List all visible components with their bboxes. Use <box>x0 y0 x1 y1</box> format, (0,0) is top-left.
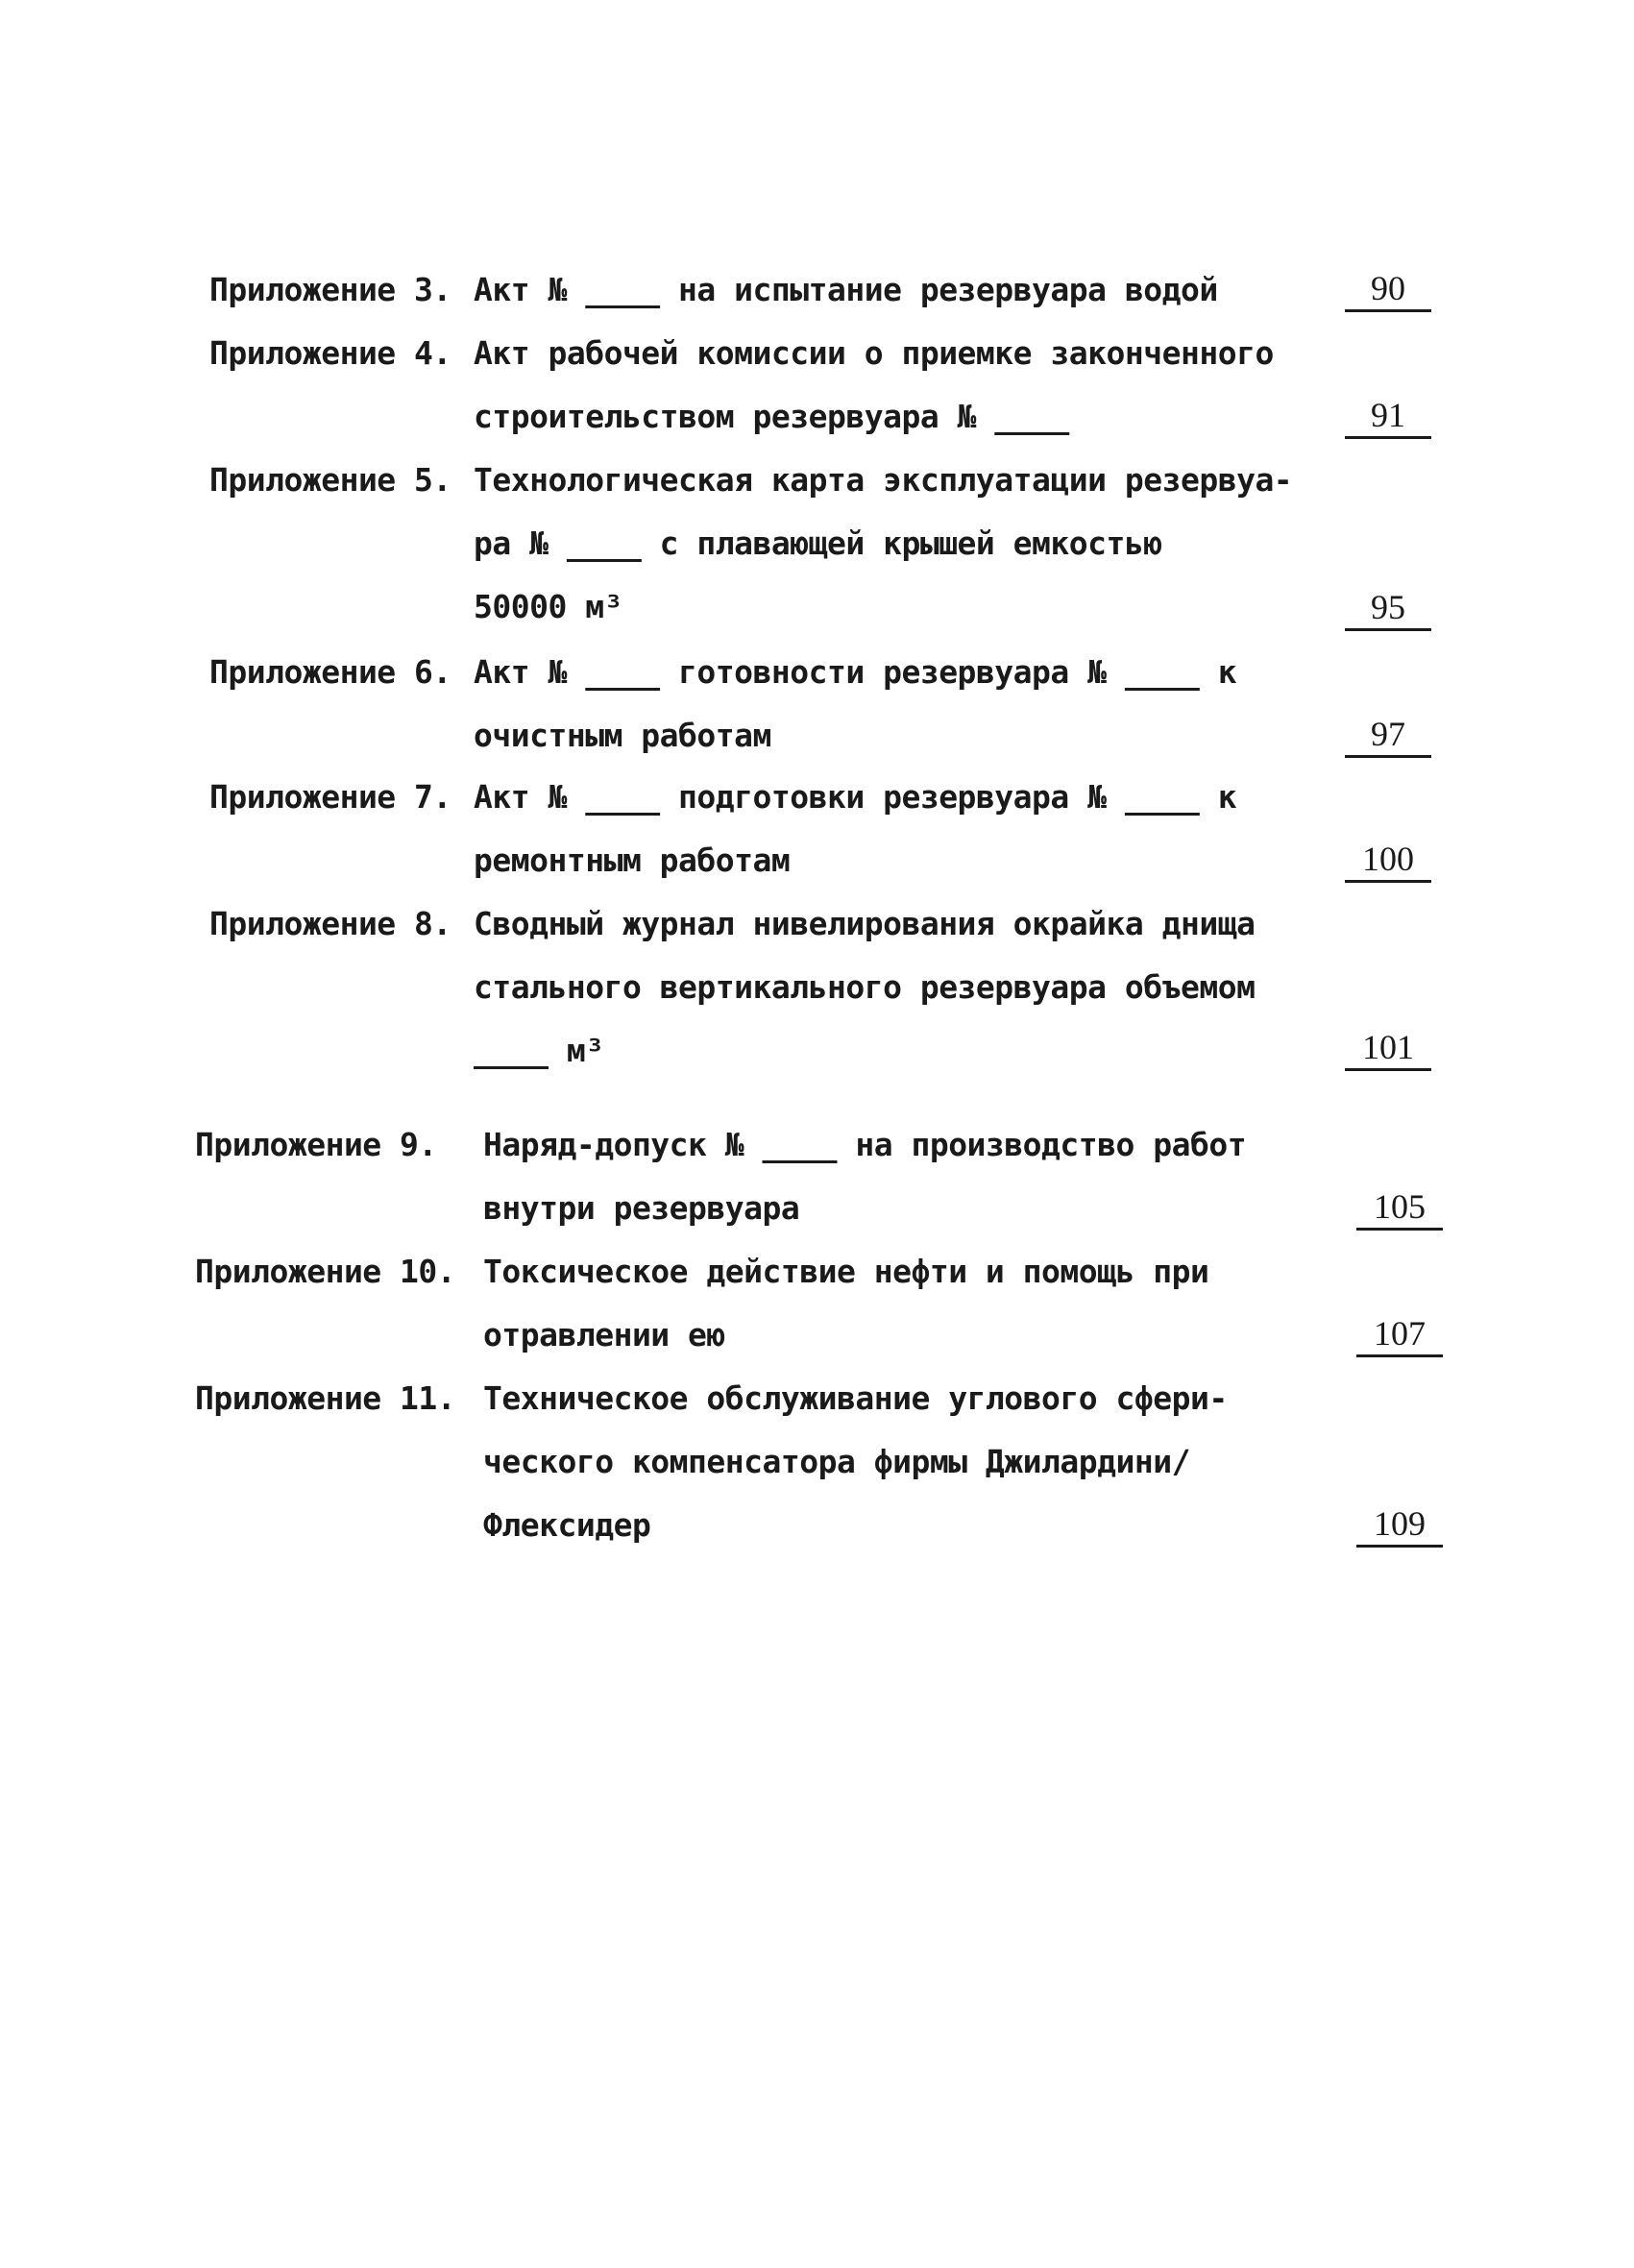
appendix-title-line: Техническое обслуживание углового сфери- <box>483 1379 1228 1417</box>
page-number: 105 <box>1356 1187 1443 1231</box>
appendix-title-line: очистным работам <box>474 717 771 754</box>
page-number: 97 <box>1345 715 1431 758</box>
appendix-title-line: ческого компенсатора фирмы Джилардини/ <box>483 1443 1190 1480</box>
appendix-title-line: отравлении ею <box>483 1316 725 1353</box>
appendix-label: Приложение 5. <box>209 461 451 499</box>
page-number: 101 <box>1345 1028 1431 1071</box>
appendix-label: Приложение 3. <box>209 271 451 308</box>
appendix-title-line: Акт № ____ готовности резервуара № ____ к <box>474 653 1237 691</box>
appendix-title-line: строительством резервуара № ____ <box>474 398 1069 435</box>
appendix-title-line: Токсическое действие нефти и помощь при <box>483 1253 1209 1290</box>
appendix-title-line: Акт № ____ на испытание резервуара водой <box>474 271 1218 308</box>
appendix-title-line: стального вертикального резервуара объемом <box>474 968 1256 1006</box>
appendix-label: Приложение 10. <box>195 1253 456 1290</box>
appendix-title-line: ____ м³ <box>474 1032 604 1069</box>
appendix-label: Приложение 8. <box>209 905 451 942</box>
appendix-title-line: Флексидер <box>483 1506 651 1544</box>
appendix-title-line: Наряд-допуск № ____ на производство работ <box>483 1126 1247 1163</box>
appendix-title-line: 50000 м³ <box>474 588 622 625</box>
appendix-label: Приложение 7. <box>209 778 451 816</box>
page-number: 100 <box>1345 840 1431 883</box>
appendix-label: Приложение 4. <box>209 334 451 372</box>
appendix-title-line: Технологическая карта эксплуатации резервуа- <box>474 461 1293 499</box>
appendix-label: Приложение 6. <box>209 653 451 691</box>
appendix-title-line: внутри резервуара <box>483 1189 800 1227</box>
appendix-title-line: Сводный журнал нивелирования окрайка днища <box>474 905 1256 942</box>
appendix-title-line: ремонтным работам <box>474 841 791 879</box>
page-number: 109 <box>1356 1504 1443 1548</box>
page-number: 95 <box>1345 588 1431 631</box>
page-number: 91 <box>1345 396 1431 439</box>
appendix-title-line: Акт № ____ подготовки резервуара № ____ к <box>474 778 1237 816</box>
appendix-label: Приложение 9. <box>195 1126 437 1163</box>
page-number: 107 <box>1356 1314 1443 1357</box>
page-number: 90 <box>1345 269 1431 312</box>
appendix-label: Приложение 11. <box>195 1379 456 1417</box>
appendix-title-line: Акт рабочей комиссии о приемке законченного <box>474 334 1274 372</box>
appendix-title-line: ра № ____ с плавающей крышей емкостью <box>474 524 1162 562</box>
